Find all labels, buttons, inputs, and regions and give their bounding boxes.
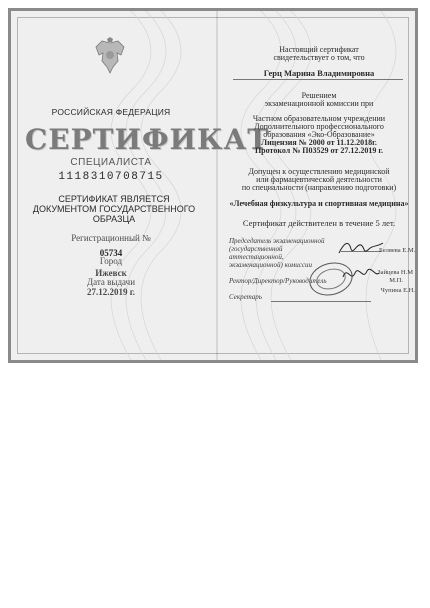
decision-line-2: экзаменационной комиссии при	[264, 99, 374, 108]
registration-label: Регистрационный №	[71, 233, 151, 243]
protocol-line: Протокол № П03529 от 27.12.2019 г.	[254, 146, 384, 155]
decision-line-1: Решением	[301, 91, 337, 100]
stamp-mark-label: М.П.	[389, 277, 403, 284]
admission-line-1: Допущен к осуществлению медицинской	[248, 167, 390, 176]
serial-number: 1118310708715	[58, 171, 164, 183]
director-handwritten-signature	[341, 263, 381, 285]
registration-number: 05734	[99, 248, 123, 258]
specialty-name: «Лечебная физкультура и спортивная медицина»	[229, 199, 409, 208]
director-signature-label: Ректор/Директор/Руководитель	[229, 277, 327, 285]
issue-date-value: 27.12.2019 г.	[86, 287, 136, 297]
chairman-signature-label: Председатель экзаменационной (государственной аттестационной, экзаменационной) комиссии	[229, 237, 325, 269]
fold-line	[216, 11, 218, 360]
director-name: Зайцева Н.М	[377, 269, 413, 276]
organization-line-3: образования «Эко-Образование»	[263, 130, 375, 139]
certificate-subtitle: СПЕЦИАЛИСТА	[70, 157, 152, 168]
secretary-name: Чупина Е.Н.	[380, 287, 415, 294]
admission-line-2: или фармацевтической деятельности	[256, 175, 382, 184]
intro-line-2: свидетельствует о том, что	[273, 53, 365, 62]
certificate-title: СЕРТИФИКАТ	[25, 123, 270, 156]
city-value: Ижевск	[95, 268, 127, 278]
intro-line-1: Настоящий сертификат	[279, 45, 359, 54]
license-line: Лицензия № 2000 от 11.12.2018г.	[261, 138, 377, 147]
city-label: Город	[99, 256, 123, 266]
organization-line-1: Частном образовательном учреждении	[252, 114, 386, 123]
document-type-text: СЕРТИФИКАТ ЯВЛЯЕТСЯ ДОКУМЕНТОМ ГОСУДАРСТВЕННОГО ОБРАЗЦА	[32, 194, 196, 224]
secretary-signature-line	[271, 301, 371, 302]
chairman-name: Беляева Е.М.	[379, 247, 416, 254]
chairman-handwritten-signature	[337, 237, 385, 259]
certificate-card	[8, 8, 418, 363]
holder-name-underline	[233, 79, 403, 80]
country-label: РОССИЙСКАЯ ФЕДЕРАЦИЯ	[51, 107, 171, 117]
secretary-signature-label: Секретарь	[229, 293, 262, 301]
issue-date-label: Дата выдачи	[86, 277, 136, 287]
validity-text: Сертификат действителен в течение 5 лет.	[242, 218, 396, 228]
coat-of-arms-icon	[93, 37, 127, 77]
holder-name: Герц Марина Владимировна	[263, 68, 375, 78]
organization-line-2: Дополнительного профессионального	[254, 122, 384, 131]
admission-line-3: по специальности (направлению подготовки)	[241, 183, 397, 192]
